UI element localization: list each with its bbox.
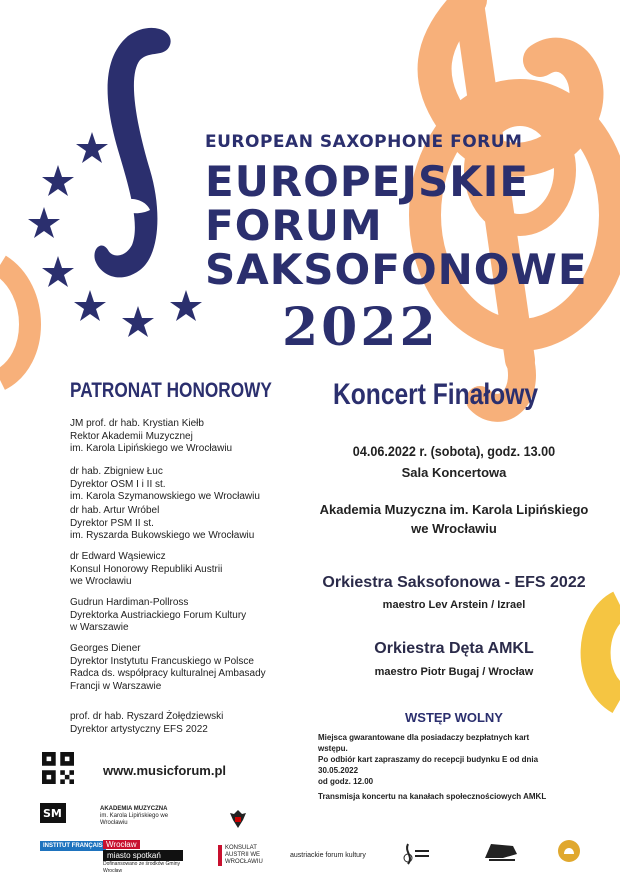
wroclaw-logo-label: Wrocław bbox=[103, 840, 140, 849]
forum-subtitle-english: EUROPEAN SAXOPHONE FORUM bbox=[205, 132, 523, 152]
concert-academy: Akademia Muzyczna im. Karola Lipińskiego we Wrocławiu bbox=[319, 502, 589, 536]
title-line-1: EUROPEJSKIE bbox=[205, 157, 530, 206]
patronat-heading: PATRONAT HONOROWY bbox=[70, 379, 272, 402]
konsulat-label: KONSULAT AUSTRII WE WROCŁAWIU bbox=[218, 845, 268, 866]
institut-francais-label: INSTITUT FRANÇAIS bbox=[40, 841, 106, 851]
austrian-forum-label: austriackie forum kultury bbox=[290, 852, 366, 859]
wroclaw-logo-sublabel: miasto spotkań bbox=[103, 850, 183, 861]
orchestra-2-conductor: maestro Piotr Bugaj / Wrocław bbox=[374, 666, 534, 678]
wroclaw-funding-note: Dofinansowano ze środków Gminy Wrocław bbox=[103, 861, 180, 874]
free-entry-label: WSTĘP WOLNY bbox=[405, 710, 503, 725]
concert-heading: Koncert Finałowy bbox=[333, 378, 539, 411]
gold-emblem-logo bbox=[556, 838, 582, 867]
treble-clef-icon bbox=[400, 842, 430, 868]
orchestra-2-name: Orkiestra Dęta AMKL bbox=[374, 640, 534, 657]
academy-logo-sublabel: im. Karola Lipińskiego we Wrocławiu bbox=[100, 813, 169, 826]
concert-venue: Sala Koncertowa bbox=[401, 465, 507, 480]
left-arc-decoration bbox=[0, 265, 30, 380]
orchestra-1-conductor: maestro Lev Arstein / Izrael bbox=[382, 599, 526, 611]
piano-logo bbox=[483, 840, 519, 865]
title-line-3: SAKSOFONOWE bbox=[205, 245, 588, 294]
patron-entry: dr hab. Zbigniew Łuc Dyrektor OSM I i II st. im. Karola Szymanowskiego we Wrocławiu bbox=[70, 466, 260, 502]
emblem-icon bbox=[556, 838, 582, 864]
patron-entry: dr hab. Artur Wróbel Dyrektor PSM II st. im. Ryszarda Bukowskiego we Wrocławiu bbox=[70, 505, 255, 541]
austria-eagle-logo bbox=[228, 808, 248, 833]
website-link[interactable]: www.musicforum.pl bbox=[103, 763, 227, 778]
ticket-note: Miejsca gwarantowane dla posiadaczy bezpłatnych kart wstępu. Po odbiór kart zapraszamy do recepcji budynku E od dnia 30.05.2022 od godz. 12.00 bbox=[318, 733, 539, 786]
wroclaw-logo bbox=[103, 840, 183, 875]
stream-note: Transmisja koncertu na kanałach społecznościowych AMKL bbox=[318, 792, 547, 801]
eagle-icon bbox=[228, 808, 248, 830]
patron-entry: prof. dr hab. Ryszard Żołędziewski Dyrektor artystyczny EFS 2022 bbox=[70, 711, 224, 735]
saxophone-icon bbox=[94, 28, 170, 278]
patron-entry: Georges Diener Dyrektor Instytutu Francuskiego w Polsce Radca ds. współpracy kulturalnej Ambasady Francji w Warszawie bbox=[70, 643, 266, 692]
piano-icon bbox=[483, 840, 519, 862]
patron-entry: dr Edward Wąsiewicz Konsul Honorowy Republiki Austrii we Wrocławiu bbox=[70, 551, 223, 587]
treble-clef-logo bbox=[400, 842, 430, 871]
sm-logo-icon bbox=[40, 803, 66, 823]
title-line-2: FORUM bbox=[205, 201, 383, 250]
patron-entry: Gudrun Hardiman-Pollross Dyrektorka Austriackiego Forum Kultury w Warszawie bbox=[70, 597, 247, 633]
year-label: 2022 bbox=[282, 297, 439, 358]
sm-logo bbox=[40, 803, 66, 826]
konsulat-logo bbox=[218, 845, 268, 866]
yellow-arc-decoration bbox=[596, 605, 620, 700]
qr-code-icon[interactable] bbox=[42, 752, 74, 784]
academy-logo bbox=[100, 806, 190, 827]
academy-logo-label: AKADEMIA MUZYCZNA bbox=[100, 806, 168, 812]
institut-francais-logo bbox=[40, 843, 106, 850]
austrian-forum-logo bbox=[290, 852, 366, 859]
svg-text:SM: SM bbox=[43, 807, 62, 820]
patron-entry: JM prof. dr hab. Krystian Kiełb Rektor Akademii Muzycznej im. Karola Lipińskiego we Wrocławiu bbox=[70, 418, 233, 454]
eu-stars-icon bbox=[28, 132, 202, 337]
orchestra-1-name: Orkiestra Saksofonowa - EFS 2022 bbox=[322, 574, 586, 591]
concert-date: 04.06.2022 r. (sobota), godz. 13.00 bbox=[352, 443, 556, 459]
